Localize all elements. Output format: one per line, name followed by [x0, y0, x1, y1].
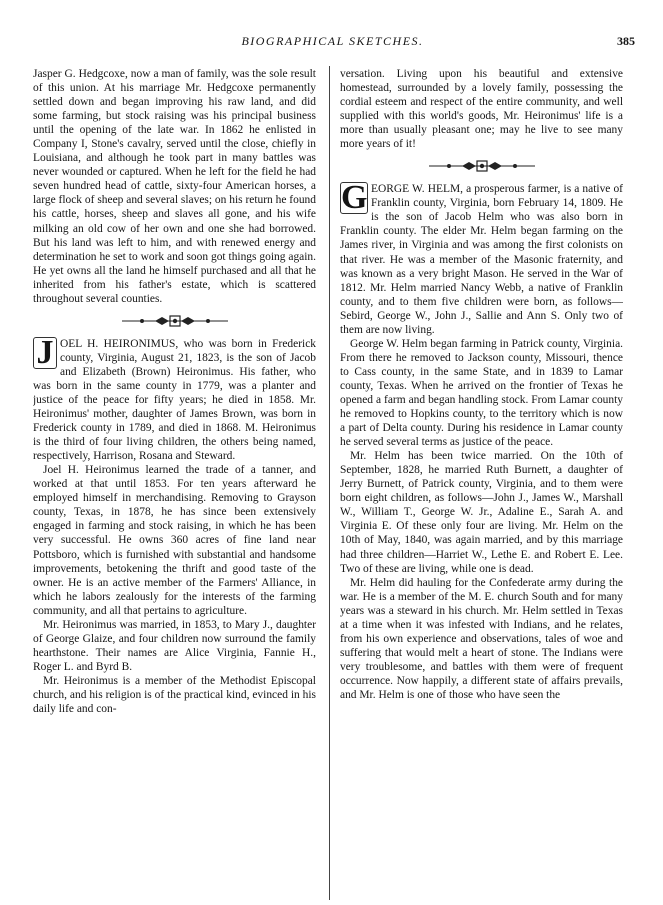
running-title: BIOGRAPHICAL SKETCHES. [241, 34, 424, 48]
page-number: 385 [617, 34, 635, 48]
left-column [33, 67, 316, 897]
heironimus-intro-paragraph: OEL H. HEIRONIMUS, who was born in Frederick county, Virginia, August 21, 1823, is the son of Jacob and Elizabeth (Brown) Heironimus. His father, who was born in the same county in 1779, was a planter and justice of the peace for fifty years; he died in 1858. Mr. Heironimus' mother, daughter of James Brown, was born in Frederick county in 1789, and died in 1868. M. Heironimus is the third of four living children, the others being named, respectively, Harrison, Rosana and Steward. [33, 337, 316, 463]
column-divider [329, 66, 330, 900]
page-header [30, 34, 635, 54]
ornament-icon [427, 160, 537, 172]
heironimus-conclusion-paragraph: versation. Living upon his beautiful and extensive homestead, surrounded by a lovely family, possessing the cordial esteem and respect of the entire community, and well supplied with this world's goods, Mr. Heironimus' life is a more than usually pleasant one; may he live to see many more years of it! [340, 68, 623, 151]
section-divider-ornament [33, 315, 316, 329]
section-divider-ornament [340, 160, 623, 174]
dropcap-j: J [33, 337, 57, 369]
helm-farming-paragraph: George W. Helm began farming in Patrick county, Virginia. From there he removed to Jackson county, Missouri, thence to Cass county, in the same State, and in 1839 to Lamar county, Texas. When he arrived on the frontier of Texas he opened a farm and began handling stock. From Lamar county he removed to Hopkins county, to the territory which is now a part of Delta county. During his residence in Lamar county he served several terms as justice of the peace. [340, 337, 623, 449]
right-column [340, 67, 623, 897]
dropcap-g: G [341, 179, 368, 217]
heironimus-career-paragraph: Joel H. Heironimus learned the trade of a tanner, and worked at that until 1853. For ten years afterward he employed himself in merchandising. Removing to Grayson county, Texas, in 1878, he has since been extensively engaged in farming and stock raising, in which he has been very successful. He owns 360 acres of fine land near Pottsboro, which is furnished with substantial and handsome improvements, betokening the thrift and good taste of the owner. He is an active member of the Farmers' Alliance, in which he labors zealously for the interests of the farming community, and all that pertains to agriculture. [33, 464, 316, 617]
heironimus-marriage-paragraph: Mr. Heironimus was married, in 1853, to Mary J., daughter of George Glaize, and four children now surround the family hearthstone. Their names are Alice Virginia, Fannie H., Roger L. and Byrd B. [33, 618, 316, 673]
helm-intro-paragraph: EORGE W. HELM, a prosperous farmer, is a native of Franklin county, Virginia, born February 14, 1809. He is the son of Jacob Helm who was also born in Franklin county. The elder Mr. Helm began farming on the James river, in Virginia and was among the first colonists on that river. He was a member of the Masonic fraternity, and was known as a very bright Mason. He served in the War of 1812. Mr. Helm married Nancy Webb, a native of Franklin county, and to them five children were born, as follows—Sebird, George W., John J., Sallie and Ann S. Only two of them are now living. [340, 183, 623, 336]
heironimus-religion-paragraph: Mr. Heironimus is a member of the Methodist Episcopal church, and his religion is of the practical kind, evinced in his daily life and con- [33, 674, 316, 716]
helm-marriage-paragraph: Mr. Helm has been twice married. On the 10th of September, 1828, he married Ruth Burnett, a daughter of Jerry Burnett, of Patrick county, Virginia, and to them were born eight children, as follows—John J., James W., Marshall W., William T., George W. Jr., Adaline E., Sarah A. and Virginia E. Of these only four are living. Mr. Helm on the 10th of May, 1840, was again married, and by this marriage had three children—Harriet W., Lethe E. and Robert E. Lee. Two of these are living, while one is dead. [340, 450, 623, 575]
ornament-icon [120, 315, 230, 327]
hedgcoxe-paragraph: Jasper G. Hedgcoxe, now a man of family, was the sole result of this union. At his marriage Mr. Hedgcoxe permanently settled down and began improving his raw land, and did some farming, but stock raising was his principal business until the opening of the late war. In 1862 he enlisted in Company I, Stone's cavalry, served until the close, chiefly in Louisiana, and although he took part in many battles was never wounded or captured. When he left for the field he had seven hundred head of cattle, sixty-four American horses, a large flock of sheep and several slaves; on his return he found his cattle, horses, sheep and slaves all gone, and his wife milking an old cow of her own and one she had borrowed. But his land was left to him, and with renewed energy and determination he set to work and soon got things going again. He yet owns all the land he himself purchased and all that he inherited from his father's estate, which is scattered throughout several counties. [33, 68, 316, 305]
helm-war-paragraph: Mr. Helm did hauling for the Confederate army during the war. He is a member of the M. E. church South and for many years was a steward in his church. Mr. Helm settled in Texas at a time when it was infested with Indians, and he relates, from his own experience and observations, tales of woe and suffering that would melt a heart of stone. The Indians were very troublesome, and battles with them were of frequent occurrence. Now happily, a different state of affairs prevails, and Mr. Helm is one of those who have seen the [340, 576, 623, 701]
